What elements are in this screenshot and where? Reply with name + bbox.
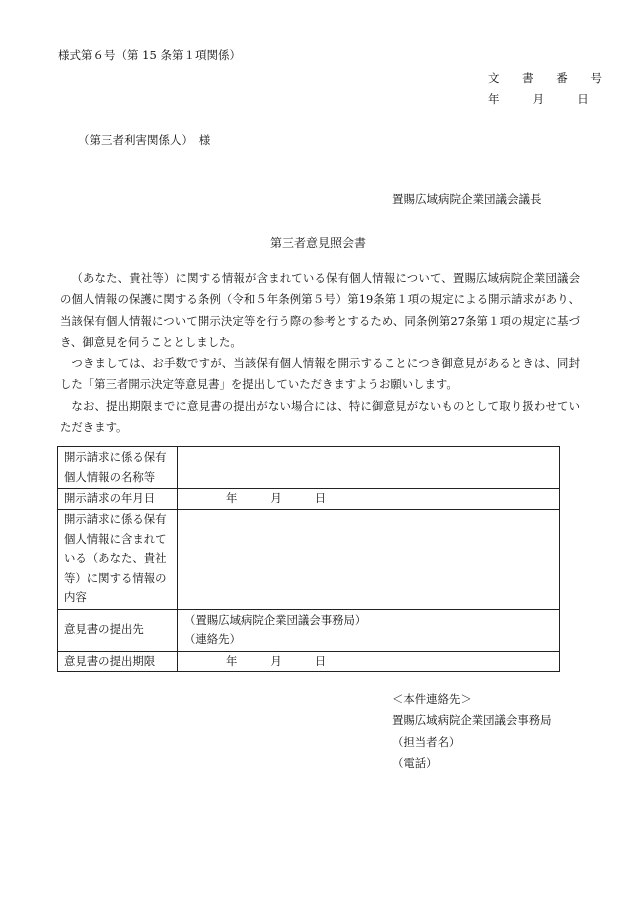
table-value-deadline: 年 月 日 (178, 651, 560, 672)
document-title: 第三者意見照会書 (270, 236, 367, 250)
addressee: （第三者利害関係人） 様 (78, 133, 211, 147)
body-text (60, 268, 580, 438)
table-label-request-date: 開示請求の年月日 (58, 489, 178, 510)
table-row (58, 651, 560, 672)
table-row (58, 447, 560, 489)
table-row (58, 609, 560, 651)
table-row (58, 489, 560, 510)
information-table (57, 446, 560, 672)
contact-phone: （電話） (392, 755, 438, 770)
body-paragraph-1: （あなた、貴社等）に関する情報が含まれている保有個人情報について、置賜広域病院企業団議会の個人情報の保護に関する条例（令和５年条例第５号）第19条第１項の規定による開示請求があり、当該保有個人情報について開示決定等を行う際の参考とするため、同条例第27条第１項の規定に基づき、御意見を伺うこととしました。 (60, 271, 580, 349)
contact-block (392, 689, 551, 774)
table-value-name (178, 447, 560, 489)
table-value-request-date: 年 月 日 (178, 489, 560, 510)
body-paragraph-3: なお、提出期限までに意見書の提出がない場合には、特に御意見がないものとして取り扱わせていただきます。 (60, 398, 580, 435)
table-label-info-content: 開示請求に係る保有個人情報に含まれている（あなた、貴社等）に関する情報の内容 (58, 509, 178, 609)
contact-office: 置賜広域病院企業団議会事務局 (392, 713, 552, 728)
table-label-submission-destination: 意見書の提出先 (58, 609, 178, 651)
table-value-info-content (178, 509, 560, 609)
table-label-deadline: 意見書の提出期限 (58, 651, 178, 672)
table-label-name: 開示請求に係る保有個人情報の名称等 (58, 447, 178, 489)
form-number: 様式第６号（第 15 条第１項関係） (58, 48, 241, 62)
submission-contact: （連絡先） (184, 632, 241, 646)
document-date-label: 年 月 日 (488, 92, 589, 106)
table-row (58, 509, 560, 609)
sender: 置賜広域病院企業団議会議長 (392, 192, 542, 206)
body-paragraph-2: つきましては、お手数ですが、当該保有個人情報を開示することにつき御意見があるときは、同封した「第三者開示決定等意見書」を提出していただきますようお願いします。 (60, 356, 580, 392)
submission-office: （置賜広域病院企業団議会事務局） (184, 612, 367, 627)
document-number-label: 文 書 番 号 (488, 71, 612, 85)
table-value-submission-destination (178, 609, 560, 651)
contact-person: （担当者名） (392, 734, 461, 749)
contact-heading: ＜本件連絡先＞ (392, 692, 472, 706)
